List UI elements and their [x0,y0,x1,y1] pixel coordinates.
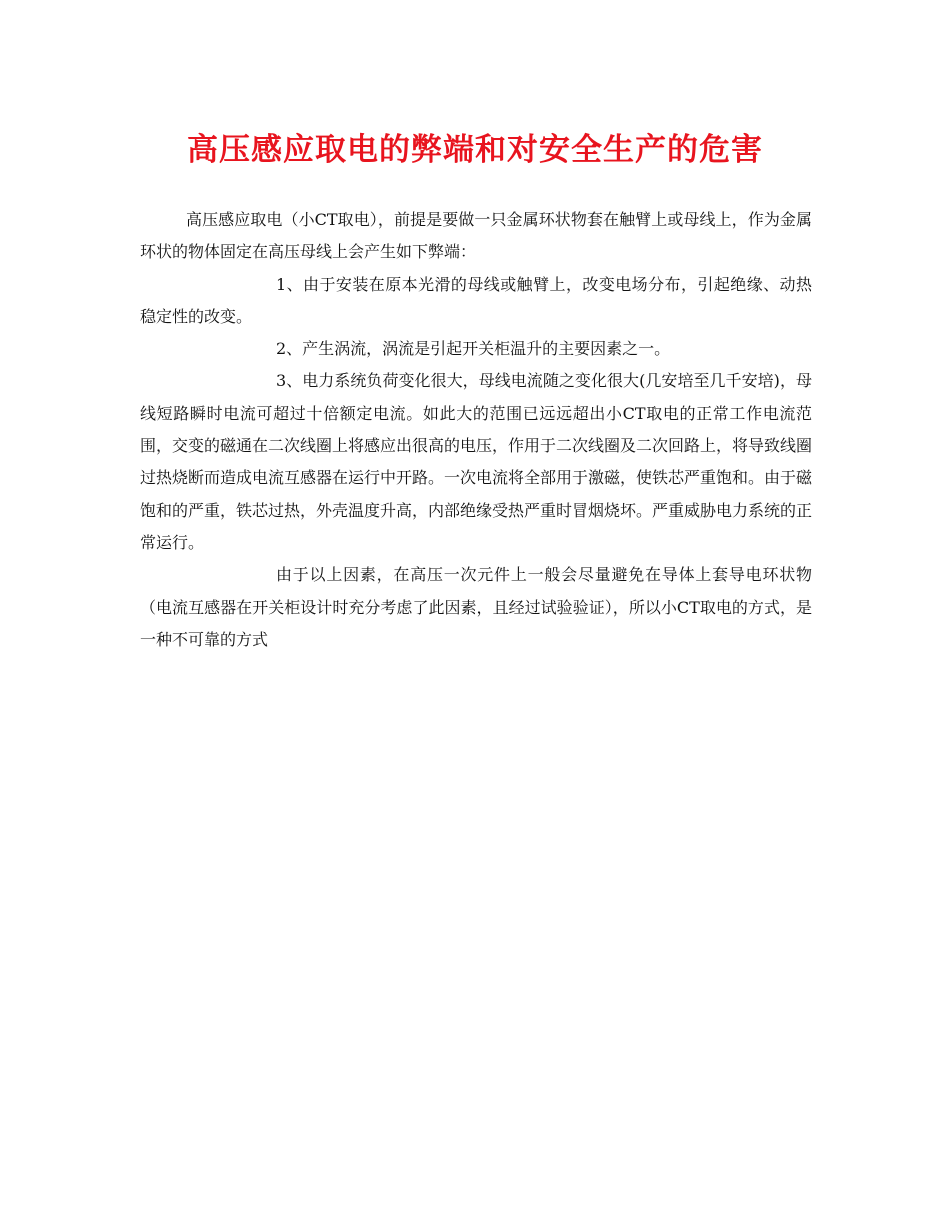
paragraph-point-1: 1、由于安装在原本光滑的母线或触臂上，改变电场分布，引起绝缘、动热稳定性的改变。 [140,274,812,326]
paragraph-conclusion: 由于以上因素，在高压一次元件上一般会尽量避免在导体上套导电环状物（电流互感器在开关柜设计时充分考虑了此因素，且经过试验验证），所以小CT取电的方式，是一种不可靠的方式 [140,565,812,649]
paragraph-point-3: 3、电力系统负荷变化很大，母线电流随之变化很大(几安培至几千安培)，母线短路瞬时电流可超过十倍额定电流。如此大的范围已远远超出小CT取电的正常工作电流范围，交变的磁通在二次线圈上将感应出很高的电压，作用于二次线圈及二次回路上，将导致线圈过热烧断而造成电流互感器在运行中开路。一次电流将全部用于激磁，使铁芯严重饱和。由于磁饱和的严重，铁芯过热，外壳温度升高，内部绝缘受热严重时冒烟烧坏。严重威胁电力系统的正常运行。 [140,371,813,552]
document-body [140,204,812,656]
document-title: 高压感应取电的弊端和对安全生产的危害 [187,132,763,168]
paragraph-intro: 高压感应取电（小CT取电），前提是要做一只金属环状物套在触臂上或母线上，作为金属环状的物体固定在高压母线上会产生如下弊端： [140,210,812,262]
paragraph-point-2: 2、产生涡流，涡流是引起开关柜温升的主要因素之一。 [276,339,671,359]
